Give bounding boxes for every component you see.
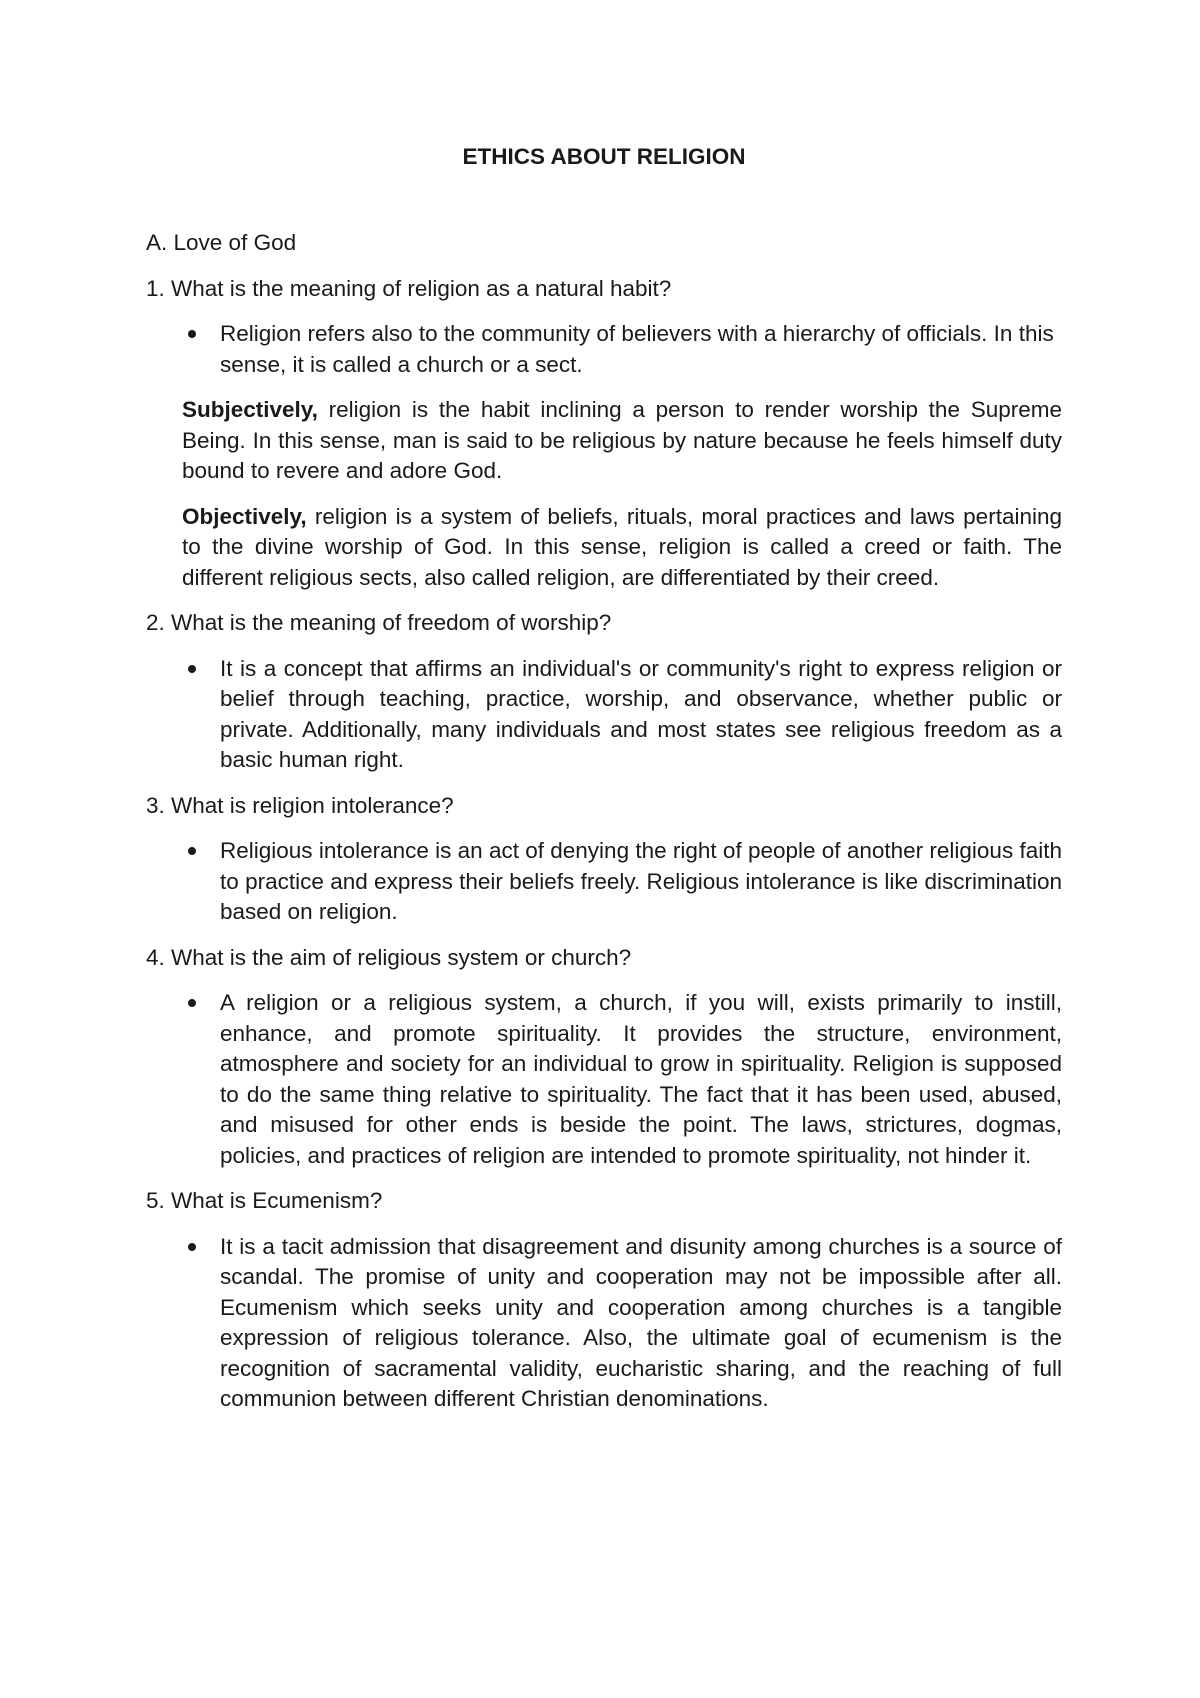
answer-3-bullet: Religious intolerance is an act of denying the right of people of another religious faith to practice and express their beliefs freely. Religious intolerance is like discrimination based on religion.: [220, 836, 1062, 928]
document-title: ETHICS ABOUT RELIGION: [462, 144, 746, 169]
answer-1-bullet: Religion refers also to the community of believers with a hierarchy of officials. In this sense, it is called a church or a sect.: [220, 319, 1062, 380]
question-3: 3. What is religion intolerance?: [146, 792, 454, 818]
answer-4-bullet: A religion or a religious system, a church, if you will, exists primarily to instill, enhance, and promote spirituality. It provides the structure, environment, atmosphere and society for an individual to grow in spirituality. Religion is supposed to do the same thing relative to spirituality. The fact that it has been used, abused, and misused for other ends is beside the point. The laws, strictures, dogmas, policies, and practices of religion are intended to promote spirituality, not hinder it.: [220, 988, 1062, 1171]
answer-2-bullet: It is a concept that affirms an individual's or community's right to express religion or belief through teaching, practice, worship, and observance, whether public or private. Additionally, many individuals and most states see religious freedom as a basic human right.: [220, 654, 1062, 776]
question-1: 1. What is the meaning of religion as a natural habit?: [146, 275, 672, 301]
question-5: 5. What is Ecumenism?: [146, 1188, 383, 1213]
answer-1-objective: [182, 502, 1062, 594]
section-heading: A. Love of God: [146, 230, 297, 255]
subjective-term: Subjectively,: [182, 397, 318, 422]
objective-term: Objectively,: [182, 503, 307, 529]
answer-1-subjective: [182, 395, 1062, 487]
question-2: 2. What is the meaning of freedom of worship?: [146, 610, 612, 635]
subjective-text: religion is the habit inclining a person to render worship the Supreme Being. In this sense, man is said to be religious by nature because he feels himself duty bound to revere and adore God.: [182, 397, 1062, 483]
document-page: [146, 142, 1062, 1430]
answer-5-bullet: It is a tacit admission that disagreement and disunity among churches is a source of scandal. The promise of unity and cooperation may not be impossible after all. Ecumenism which seeks unity and cooperation among churches is a tangible expression of religious tolerance. Also, the ultimate goal of ecumenism is the recognition of sacramental validity, eucharistic sharing, and the reaching of full communion between different Christian denominations.: [220, 1232, 1062, 1415]
objective-text: religion is a system of beliefs, rituals, moral practices and laws pertaining to the divine worship of God. In this sense, religion is called a creed or faith. The different religious sects, also called religion, are differentiated by their creed.: [182, 503, 1062, 590]
question-4: 4. What is the aim of religious system or church?: [146, 944, 632, 970]
